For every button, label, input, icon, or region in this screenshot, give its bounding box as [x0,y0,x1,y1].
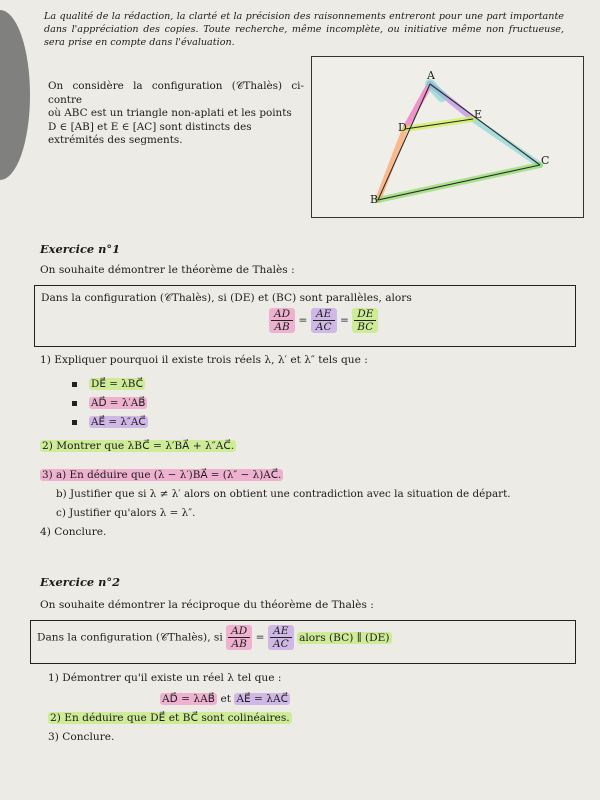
theorem-statement: Dans la configuration (𝒞Thalès), si (DE) et (BC) sont parallèles, alors [41,292,412,304]
label-c: C [541,154,550,167]
question-1-4: 4) Conclure. [40,526,107,538]
config-line-1: On considère la configuration (𝒞Thalès) ci-contre [48,80,304,106]
vector-item-ad: AD⃗ = λ′AB⃗ [72,394,148,413]
segment-bc [378,165,540,200]
highlight-db [378,129,405,200]
exercise-2-goal: On souhaite démontrer la réciproque du théorème de Thalès : [40,599,374,611]
question-1-3b: b) Justifier que si λ ≠ λ′ alors on obtient une contradiction avec la situation de départ. [56,488,511,500]
question-2-2: 2) En déduire que DE⃗ et BC⃗ sont colinéaires. [50,712,290,724]
ratio-ad-ab: $\frac{AD}{AB}$ [269,308,295,333]
question-1-3c: c) Justifier qu'alors λ = λ″. [56,507,196,519]
label-e: E [474,108,483,121]
ratio-ad-ab-2: $\frac{AD}{AB}$ [226,625,252,650]
question-2-3: 3) Conclure. [48,731,115,743]
vector-item-ae: AE⃗ = λ″AC⃗ [72,413,148,432]
bullet-icon [72,382,77,387]
segment-ab [378,84,430,200]
exercise-1-goal: On souhaite démontrer le théorème de Thalès : [40,264,295,276]
question-1-1: 1) Expliquer pourquoi il existe trois réels λ, λ′ et λ″ tels que : [40,354,368,366]
question-2-1: 1) Démontrer qu'il existe un réel λ tel que : [48,672,282,684]
reciprocal-box [30,620,576,664]
segment-de [405,119,473,129]
intro-paragraph: La qualité de la rédaction, la clarté et la précision des raisonnements entreront pour une part importante dans l'appréciation des copies. Toute recherche, même incomplète, ou initiative même non fructueuse, sera prise en compte dans l'évaluation. [44,11,564,48]
triangle-figure [311,56,584,218]
vector-list [72,375,148,432]
ratio-ae-ac-2: $\frac{AE}{AC}$ [268,625,294,650]
label-b: B [370,193,379,206]
bullet-icon [72,420,77,425]
highlight-ad [405,84,430,129]
theorem-box [34,285,576,347]
configuration-text [48,80,304,148]
ratio-ae-ac: $\frac{AE}{AC}$ [311,308,337,333]
triangle-diagram [312,57,583,217]
vector-item-de: DE⃗ = λBC⃗ [72,375,148,394]
reciprocal-statement: Dans la configuration (𝒞Thalès), si $\frac{AD}{AB}$ = $\frac{AE}{AC}$ alors (BC) ∥ (DE) [37,625,390,650]
exercise-2-title: Exercice n°2 [40,575,121,589]
question-1-3 [40,466,511,523]
question-1-3a: 3) a) En déduire que (λ − λ′)BA⃗ = (λ″ − λ)AC⃗. [42,469,282,481]
config-line-2: où ABC est un triangle non-aplati et les points [48,107,292,119]
config-line-3: D ∈ [AB] et E ∈ [AC] sont distincts des [48,120,252,133]
label-a: A [427,69,435,82]
question-1-2: 2) Montrer que λBC⃗ = λ′BA⃗ + λ″AC⃗. [42,440,235,452]
question-2-1-equations: AD⃗ = λAB⃗ et AE⃗ = λAC⃗ [162,693,289,705]
exercise-1-title: Exercice n°1 [40,242,121,256]
binder-shadow [0,10,30,180]
ratio-de-bc: $\frac{DE}{BC}$ [352,308,378,333]
config-line-4: extrémités des segments. [48,134,183,146]
label-d: D [398,121,407,134]
bullet-icon [72,401,77,406]
theorem-ratios: $\frac{AD}{AB}$ = $\frac{AE}{AC}$ = $\frac{DE}{BC}$ [269,308,378,333]
